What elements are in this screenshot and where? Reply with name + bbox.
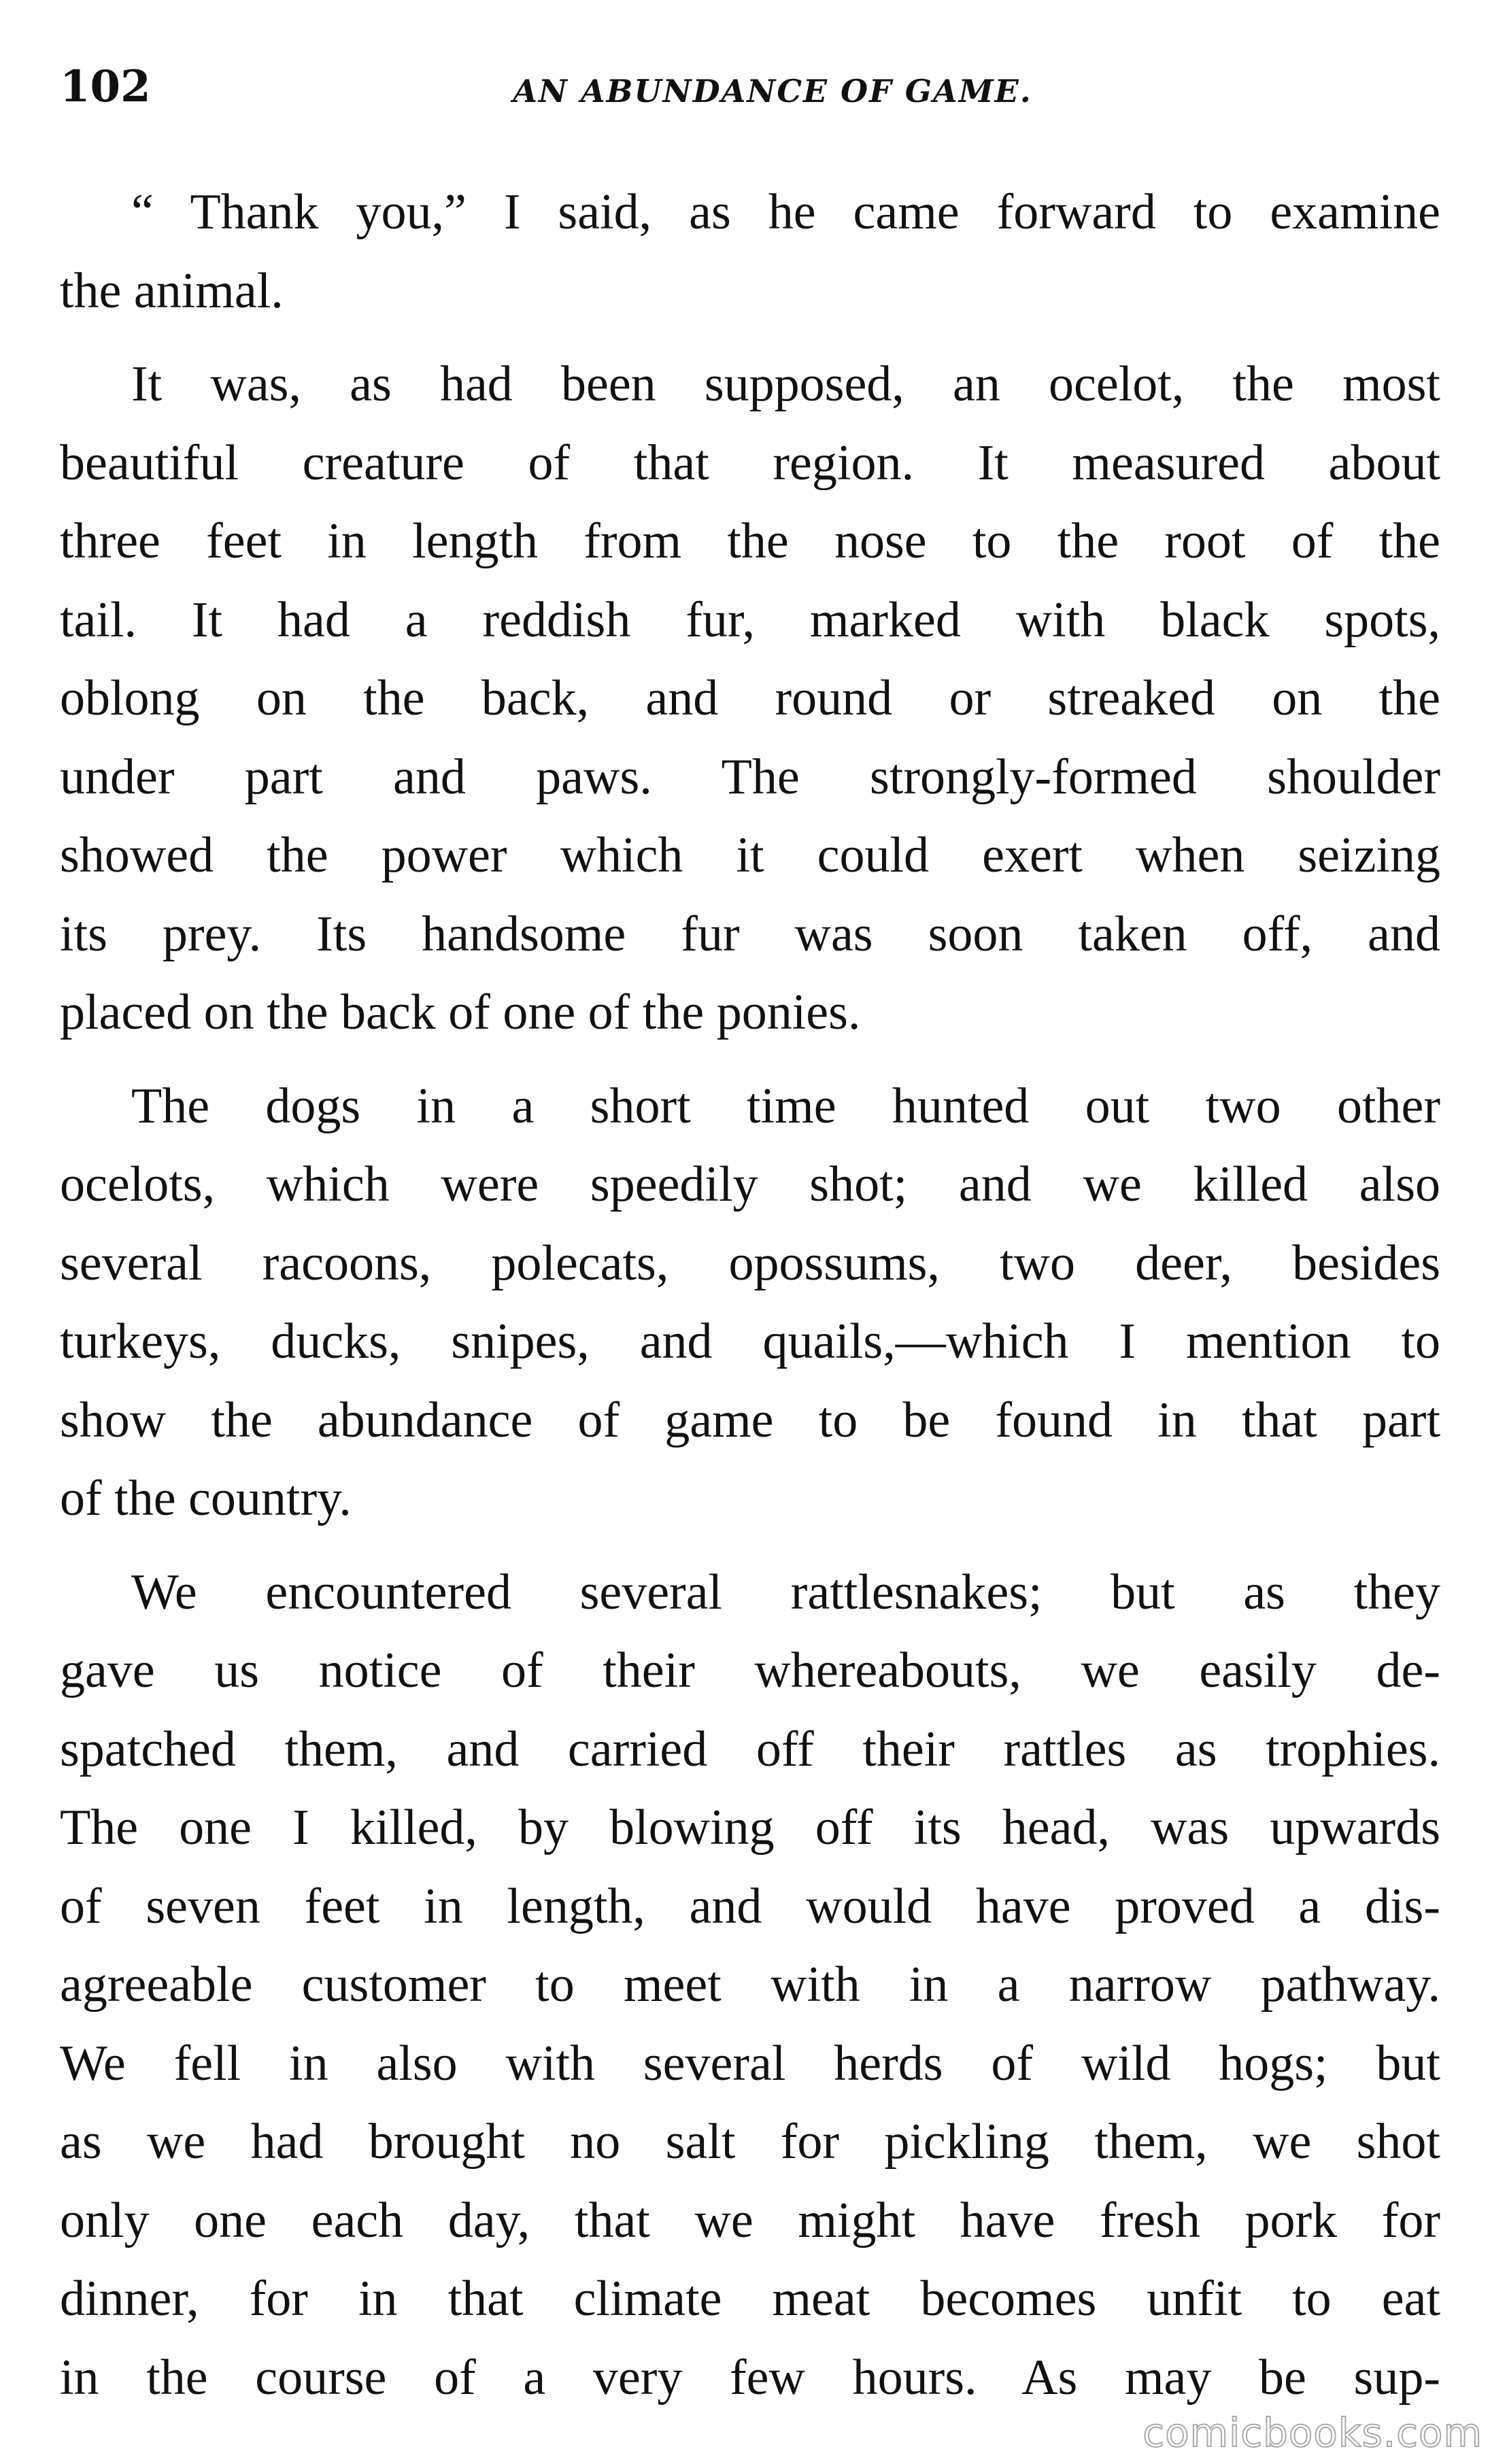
text-line: We encountered several rattlesnakes; but as they xyxy=(131,1564,1440,1620)
text-line: gave us notice of their whereabouts, we easily de- xyxy=(60,1643,1440,1698)
text-line: turkeys, ducks, snipes, and quails,—which I mention to xyxy=(60,1314,1440,1369)
text-line: as we had brought no salt for pickling them, we shot xyxy=(60,2114,1440,2170)
text-line: spatched them, and carried off their rattles as trophies. xyxy=(60,1721,1440,1777)
text-line: It was, as had been supposed, an ocelot, the most xyxy=(131,356,1440,412)
text-line: three feet in length from the nose to the root of the xyxy=(60,513,1440,569)
text-line: of seven feet in length, and would have proved a dis- xyxy=(60,1878,1440,1934)
text-line: several racoons, polecats, opossums, two deer, besides xyxy=(60,1235,1440,1291)
text-line: under part and paws. The strongly-formed shoulder xyxy=(60,749,1440,805)
text-line: only one each day, that we might have fresh pork for xyxy=(60,2192,1440,2248)
text-line: beautiful creature of that region. It measured about xyxy=(60,434,1440,491)
paragraph xyxy=(60,1067,1440,1539)
page-number: 102 xyxy=(60,61,151,112)
text-line: tail. It had a reddish fur, marked with black spots, xyxy=(60,592,1440,648)
text-line: The dogs in a short time hunted out two other xyxy=(131,1078,1440,1134)
watermark: comicbooks.com xyxy=(1142,2410,1483,2456)
paragraph xyxy=(60,1554,1440,2418)
text-line: placed on the back of one of the ponies. xyxy=(60,985,861,1040)
text-line: oblong on the back, and round or streaked on the xyxy=(60,670,1440,726)
text-line: dinner, for in that climate meat becomes unfit to eat xyxy=(60,2271,1440,2327)
page-header xyxy=(60,60,1444,114)
text-line: in the course of a very few hours. As may be sup- xyxy=(60,2349,1440,2406)
text-line: of the country. xyxy=(60,1471,352,1526)
running-head: AN ABUNDANCE OF GAME. xyxy=(513,73,1032,109)
text-line: “ Thank you,” I said, as he came forward to examine xyxy=(131,184,1440,240)
text-line: the animal. xyxy=(60,262,284,319)
paragraph xyxy=(60,345,1440,1053)
text-line: showed the power which it could exert when seizing xyxy=(60,827,1440,883)
page-body xyxy=(60,173,1440,2432)
text-line: We fell in also with several herds of wild hogs; but xyxy=(60,2035,1440,2091)
text-line: ocelots, which were speedily shot; and we killed also xyxy=(60,1157,1440,1212)
paragraph xyxy=(60,173,1440,330)
text-line: The one I killed, by blowing off its head, was upwards xyxy=(60,1800,1440,1855)
text-line: its prey. Its handsome fur was soon taken off, and xyxy=(60,906,1440,962)
text-line: show the abundance of game to be found in that part xyxy=(60,1392,1440,1448)
text-line: agreeable customer to meet with in a narrow pathway. xyxy=(60,1957,1440,2013)
